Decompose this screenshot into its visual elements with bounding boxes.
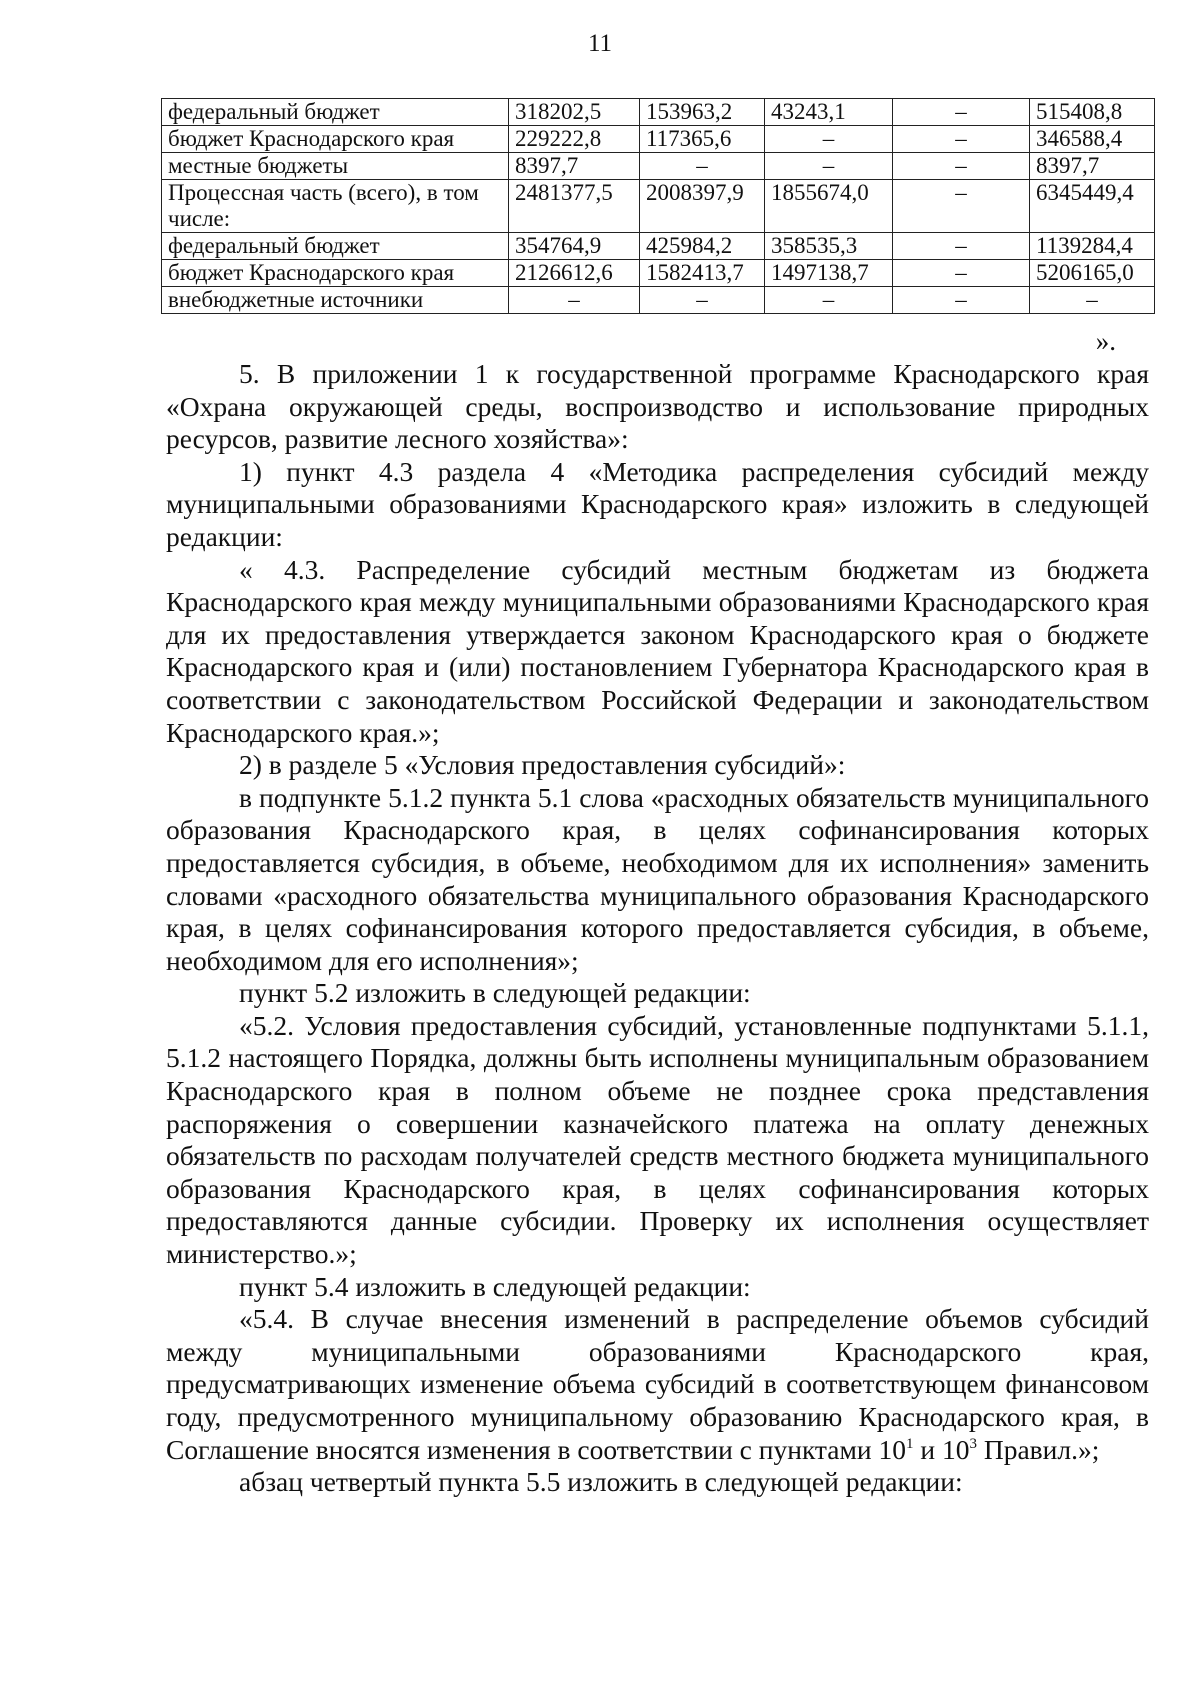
table-cell: 515408,8 [1030, 99, 1155, 126]
table-cell: 8397,7 [509, 153, 640, 180]
closing-quote: ». [1095, 326, 1116, 356]
table-cell: – [893, 153, 1030, 180]
page-number: 11 [587, 30, 613, 57]
superscript-1: 1 [906, 1435, 914, 1452]
table-cell: – [640, 287, 765, 314]
paragraph-point-5-2-intro: пункт 5.2 изложить в следующей редакции: [239, 977, 751, 1009]
table-cell: 346588,4 [1030, 126, 1155, 153]
paragraph-point-5-5-intro: абзац четвертый пункта 5.5 изложить в следующей редакции: [239, 1466, 963, 1498]
table-cell: 117365,6 [640, 126, 765, 153]
table-cell: 1855674,0 [765, 180, 893, 233]
table-cell: 318202,5 [509, 99, 640, 126]
paragraph-quote-5-4-text: «5.4. В случае внесения изменений в распределение объемов субсидий между муниципальными образованиями Краснодарского края, предусматривающих изменение объема субсидий в соответствующем финансовом году, предусмотренного муниципальному образованию Краснодарского края, в Соглашение вносятся изменения в соответствии с пунктами 10 [166, 1303, 1149, 1465]
table-cell: 6345449,4 [1030, 180, 1155, 233]
table-cell: 1497138,7 [765, 260, 893, 287]
table-row-label: внебюджетные источники [162, 287, 509, 314]
paragraph-quote-5-4 [166, 1303, 1149, 1466]
table-cell: 5206165,0 [1030, 260, 1155, 287]
paragraph-quote-5-2: «5.2. Условия предоставления субсидий, установленные подпунктами 5.1.1, 5.1.2 настоящего Порядка, должны быть исполнены муниципальным образованием Краснодарского края в полном объеме не позднее срока представления распоряжения о совершении казначейского платежа на оплату денежных обязательств по расходам получателей средств местного бюджета муниципального образования Краснодарского края, в целях софинансирования которых предоставляются данные субсидии. Проверку их исполнения осуществляет министерство.»; [166, 1009, 1149, 1270]
table-cell: – [893, 99, 1030, 126]
table-cell: 358535,3 [765, 233, 893, 260]
table-cell: 43243,1 [765, 99, 893, 126]
paragraph-subitem-2: 2) в разделе 5 «Условия предоставления субсидий»: [239, 749, 846, 781]
table-row-label: федеральный бюджет [162, 233, 509, 260]
table-row [162, 126, 1155, 153]
table-cell: – [893, 180, 1030, 233]
table-cell: 354764,9 [509, 233, 640, 260]
paragraph-item-5: 5. В приложении 1 к государственной программе Краснодарского края «Охрана окружающей среды, воспроизводство и использование природных ресурсов, развитие лесного хозяйства»: [166, 358, 1149, 455]
table-row [162, 99, 1155, 126]
table-cell: 1582413,7 [640, 260, 765, 287]
table-cell: – [765, 126, 893, 153]
table-cell: – [765, 153, 893, 180]
paragraph-subitem-1: 1) пункт 4.3 раздела 4 «Методика распределения субсидий между муниципальными образованиями Краснодарского края» изложить в следующей редакции: [166, 455, 1149, 552]
document-body [166, 358, 1149, 1499]
table-cell: 2126612,6 [509, 260, 640, 287]
paragraph-point-5-4-intro: пункт 5.4 изложить в следующей редакции: [239, 1270, 751, 1302]
table-row-label: бюджет Краснодарского края [162, 260, 509, 287]
table-cell: 1139284,4 [1030, 233, 1155, 260]
paragraph-subparagraph-5-1-2: в подпункте 5.1.2 пункта 5.1 слова «расходных обязательств муниципального образования Краснодарского края, в целях софинансирования которых предоставляется субсидия, в объеме, необходимом для их исполнения» заменить словами «расходного обязательства муниципального образования Краснодарского края, в целях софинансирования которого предоставляется субсидия, в объеме, необходимом для его исполнения»; [166, 781, 1149, 976]
table-cell: 8397,7 [1030, 153, 1155, 180]
table-cell: 2481377,5 [509, 180, 640, 233]
table-row-label: федеральный бюджет [162, 99, 509, 126]
superscript-3: 3 [969, 1435, 977, 1452]
table-cell: 229222,8 [509, 126, 640, 153]
paragraph-quote-4-3: « 4.3. Распределение субсидий местным бюджетам из бюджета Краснодарского края между муниципальными образованиями Краснодарского края для их предоставления утверждается законом Краснодарского края о бюджете Краснодарского края и (или) постановлением Губернатора Краснодарского края в соответствии с законодательством Российской Федерации и законодательством Краснодарского края.»; [166, 553, 1149, 748]
table-row-label: местные бюджеты [162, 153, 509, 180]
table-cell: – [509, 287, 640, 314]
table-cell: – [893, 126, 1030, 153]
table-cell: – [1030, 287, 1155, 314]
table-row [162, 233, 1155, 260]
budget-table [161, 98, 1155, 314]
table-cell: – [893, 287, 1030, 314]
table-row [162, 153, 1155, 180]
table-cell: 425984,2 [640, 233, 765, 260]
table-cell: – [640, 153, 765, 180]
paragraph-quote-5-4-mid: и 10 [913, 1433, 970, 1465]
table-cell: 2008397,9 [640, 180, 765, 233]
table-row-label: Процессная часть (всего), в том числе: [162, 180, 509, 233]
table-cell: – [765, 287, 893, 314]
table-cell: – [893, 233, 1030, 260]
table-row [162, 180, 1155, 233]
paragraph-quote-5-4-end: Правил.»; [976, 1433, 1100, 1465]
table-cell: 153963,2 [640, 99, 765, 126]
table-row-label: бюджет Краснодарского края [162, 126, 509, 153]
table-row [162, 260, 1155, 287]
table-row [162, 287, 1155, 314]
table-cell: – [893, 260, 1030, 287]
